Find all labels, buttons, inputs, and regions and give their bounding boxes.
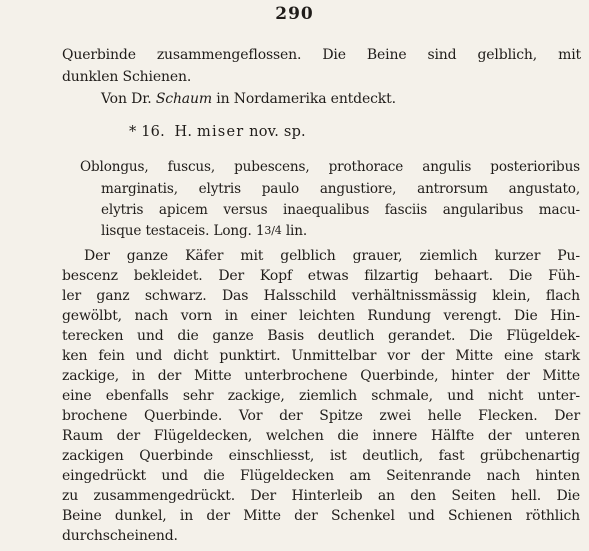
german-line: Raum der Flügeldecken, welchen die innere Hälfte der unteren <box>62 428 580 444</box>
discovery-note <box>101 90 396 108</box>
discovery-suffix: in Nordamerika entdeckt. <box>212 91 396 107</box>
species-epithet: miser <box>197 124 245 140</box>
page-number: 290 <box>275 4 314 24</box>
german-line: zackige, in der Mitte unterbrochene Querbinde, hinter der Mitte <box>62 368 580 384</box>
german-line: eingedrückt und die Flügeldecken am Seitenrande nach hinten <box>62 468 580 484</box>
species-status: nov. sp. <box>249 124 306 140</box>
german-line: durchscheinend. <box>62 528 178 544</box>
text-line: dunklen Schienen. <box>62 69 192 85</box>
german-line: Beine dunkel, in der Mitte der Schenkel und Schienen röthlich <box>62 508 580 524</box>
latin-line <box>101 222 307 240</box>
discovery-prefix: Von Dr. <box>101 91 156 107</box>
next-line-fragment <box>180 543 400 551</box>
species-genus: H. <box>174 124 193 140</box>
german-line: Der ganze Käfer mit gelblich grauer, ziemlich kurzer Pu- <box>84 248 580 264</box>
text-line: Querbinde zusammengeflossen. Die Beine sind gelblich, mit <box>62 47 581 63</box>
latin-last-text: lisque testaceis. Long. 1 <box>101 223 265 239</box>
species-heading <box>129 124 306 140</box>
german-line: ler ganz schwarz. Das Halsschild verhältnissmässig klein, flach <box>62 288 580 304</box>
german-line: bescenz bekleidet. Der Kopf etwas filzartig behaart. Die Füh- <box>62 268 580 284</box>
length-unit: lin. <box>281 223 307 239</box>
german-line: gewölbt, nach vorn in einer leichten Rundung verengt. Die Hin- <box>62 308 580 324</box>
german-line: zackigen Querbinde einschliesst, ist deutlich, fast grübchenartig <box>62 448 580 464</box>
author-name: Schaum <box>155 91 212 107</box>
latin-line: elytris apicem versus inaequalibus fasciis angularibus macu- <box>101 202 580 218</box>
german-line: eine ebenfalls sehr zackige, ziemlich schmale, und nicht unter- <box>62 388 580 404</box>
german-line: ken fein und dicht punktirt. Unmittelbar vor der Mitte eine stark <box>62 348 580 364</box>
length-fraction: 3/4 <box>264 224 282 237</box>
latin-line: Oblongus, fuscus, pubescens, prothorace angulis posterioribus <box>80 159 580 175</box>
species-marker: * 16. <box>129 124 165 140</box>
german-line: terecken und die ganze Basis deutlich gerandet. Die Flügeldek- <box>62 328 580 344</box>
german-line: zu zusammengedrückt. Der Hinterleib an den Seiten hell. Die <box>62 488 580 504</box>
latin-line: marginatis, elytris paulo angustiore, antrorsum angustato, <box>101 181 580 197</box>
german-line: brochene Querbinde. Vor der Spitze zwei helle Flecken. Der <box>62 408 580 424</box>
